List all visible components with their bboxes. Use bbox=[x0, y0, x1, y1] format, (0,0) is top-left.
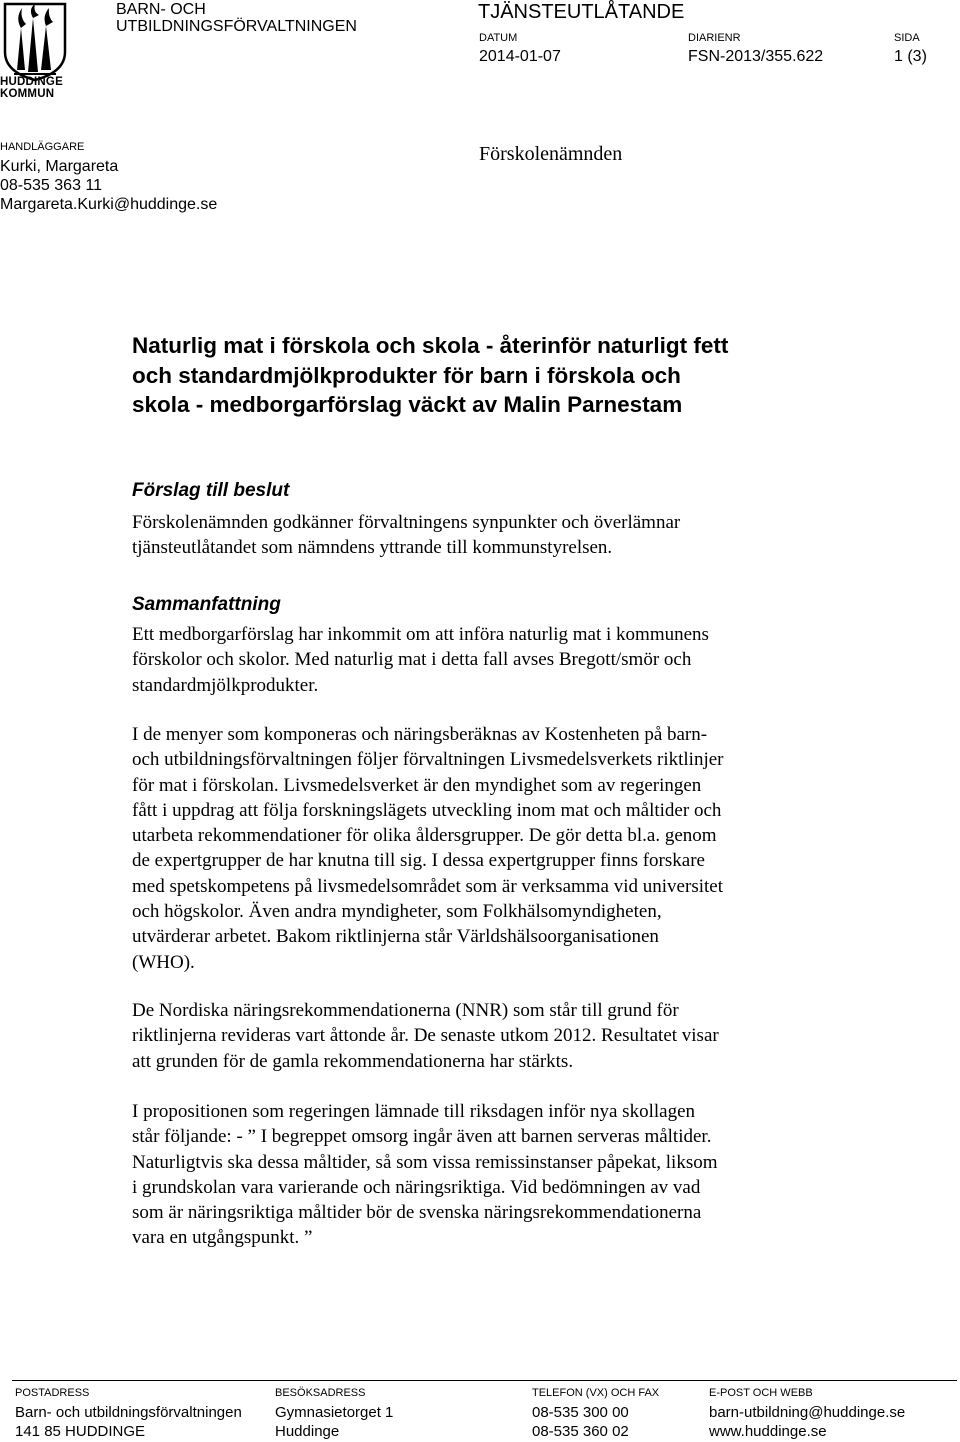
text-line: förskolor och skolor. Med naturlig mat i detta fall avses Bregott/smör och bbox=[132, 649, 692, 671]
text-line: och utbildningsförvaltningen följer förvaltningen Livsmedelsverkets riktlinjer bbox=[132, 749, 724, 771]
recipient: Förskolenämnden bbox=[479, 143, 623, 165]
text-line: och högskolor. Även andra myndigheter, som Folkhälsomyndigheten, bbox=[132, 901, 662, 923]
text-line: Naturligtvis ska dessa måltider, så som vissa remissinstanser påpekat, liksom bbox=[132, 1151, 718, 1173]
text-line: som är näringsriktiga måltider bör de svenska näringsrekommendationerna bbox=[132, 1202, 702, 1224]
org-name-line-1: BARN- OCH bbox=[116, 1, 206, 18]
footer-phone-label: TELEFON (VX) OCH FAX bbox=[532, 1387, 660, 1399]
footer-web-label: E-POST OCH WEBB bbox=[709, 1387, 813, 1399]
footer-visit-line-1: Gymnasietorget 1 bbox=[275, 1404, 394, 1421]
text-line: I de menyer som komponeras och näringsberäknas av Kostenheten på barn- bbox=[132, 724, 708, 745]
text-line: de expertgrupper de har knutna till sig. I dessa expertgrupper finns forskare bbox=[132, 850, 705, 872]
text-line: står följande: - ” I begreppet omsorg ingår även att barnen serveras måltider. bbox=[132, 1126, 712, 1148]
footer-visit-line-2: Huddinge bbox=[275, 1423, 340, 1440]
title-line: och standardmjölkprodukter för barn i förskola och bbox=[132, 362, 681, 388]
title-line: Naturlig mat i förskola och skola - återinför naturligt fett bbox=[132, 333, 729, 358]
summary-heading: Sammanfattning bbox=[132, 594, 281, 615]
logo-text-line-1: HUDDINGE bbox=[0, 76, 63, 88]
diarie-label: DIARIENR bbox=[688, 32, 741, 44]
logo-text-line-2: KOMMUN bbox=[0, 87, 55, 100]
document-type: TJÄNSTEUTLÅTANDE bbox=[478, 1, 685, 23]
document-title bbox=[132, 331, 852, 420]
text-line: med spetskompetens på livsmedelsområdet som är verksamma vid universitet bbox=[132, 875, 723, 897]
text-line: utvärderar arbetet. Bakom riktlinjerna står Världshälsoorganisationen bbox=[132, 926, 659, 948]
footer-website-link[interactable]: www.huddinge.se bbox=[709, 1423, 827, 1440]
footer-phone-line-2: 08-535 360 02 bbox=[532, 1423, 629, 1440]
text-line: Ett medborgarförslag har inkommit om att införa naturlig mat i kommunens bbox=[132, 624, 709, 645]
text-line: De Nordiska näringsrekommendationerna (NNR) som står till grund för bbox=[132, 1000, 679, 1021]
page-label: SIDA bbox=[894, 32, 920, 44]
summary-paragraph-1 bbox=[132, 622, 832, 698]
text-line: vara en utgångspunkt. ” bbox=[132, 1227, 313, 1249]
footer-post-line-2: 141 85 HUDDINGE bbox=[15, 1423, 146, 1440]
proposal-text bbox=[132, 510, 832, 561]
text-line: Förskolenämnden godkänner förvaltningens synpunkter och överlämnar bbox=[132, 512, 681, 533]
case-officer-phone: 08-535 363 11 bbox=[0, 177, 103, 194]
footer-phone-line-1: 08-535 300 00 bbox=[532, 1404, 629, 1421]
footer-email-link[interactable]: barn-utbildning@huddinge.se bbox=[709, 1404, 906, 1421]
text-line: i grundskolan vara varierande och näringsriktiga. Vid bedömningen av vad bbox=[132, 1176, 701, 1198]
org-name-line-2: UTBILDNINGSFÖRVALTNINGEN bbox=[116, 18, 357, 35]
date-label: DATUM bbox=[479, 32, 518, 44]
page-value: 1 (3) bbox=[894, 48, 927, 65]
footer-visit-label: BESÖKSADRESS bbox=[275, 1387, 366, 1399]
summary-paragraph-4 bbox=[132, 1099, 832, 1251]
summary-paragraph-2 bbox=[132, 722, 832, 975]
text-line: standardmjölkprodukter. bbox=[132, 674, 319, 696]
case-officer-name: Kurki, Margareta bbox=[0, 158, 119, 175]
case-officer-block bbox=[0, 141, 217, 214]
diarie-value: FSN-2013/355.622 bbox=[688, 48, 824, 65]
text-line: riktlinjerna revideras vart åttonde år. De senaste utkom 2012. Resultatet visar bbox=[132, 1025, 719, 1047]
text-line: fått i uppdrag att följa forskningslägets utveckling inom mat och måltider och bbox=[132, 799, 722, 821]
text-line: för mat i förskolan. Livsmedelsverket är den myndighet som av regeringen bbox=[132, 774, 702, 796]
footer-post-line-1: Barn- och utbildningsförvaltningen bbox=[15, 1404, 242, 1421]
summary-paragraph-3 bbox=[132, 998, 832, 1074]
case-officer-label: HANDLÄGGARE bbox=[0, 141, 85, 153]
text-line: utarbeta rekommendationer för olika åldersgrupper. De gör detta bl.a. genom bbox=[132, 825, 717, 847]
text-line: (WHO). bbox=[132, 951, 195, 973]
footer-post-label: POSTADRESS bbox=[15, 1387, 90, 1399]
text-line: I propositionen som regeringen lämnade till riksdagen inför nya skollagen bbox=[132, 1101, 695, 1122]
text-line: tjänsteutlåtandet som nämndens yttrande till kommunstyrelsen. bbox=[132, 537, 613, 559]
title-line: skola - medborgarförslag väckt av Malin Parnestam bbox=[132, 392, 683, 417]
case-officer-email: Margareta.Kurki@huddinge.se bbox=[0, 196, 218, 213]
text-line: att grunden för de gamla rekommendationerna har stärkts. bbox=[132, 1050, 574, 1072]
footer-divider bbox=[12, 1380, 957, 1381]
proposal-heading: Förslag till beslut bbox=[132, 480, 290, 501]
date-value: 2014-01-07 bbox=[479, 48, 561, 65]
organization-name bbox=[116, 1, 357, 35]
huddinge-kommun-logo bbox=[2, 0, 68, 104]
